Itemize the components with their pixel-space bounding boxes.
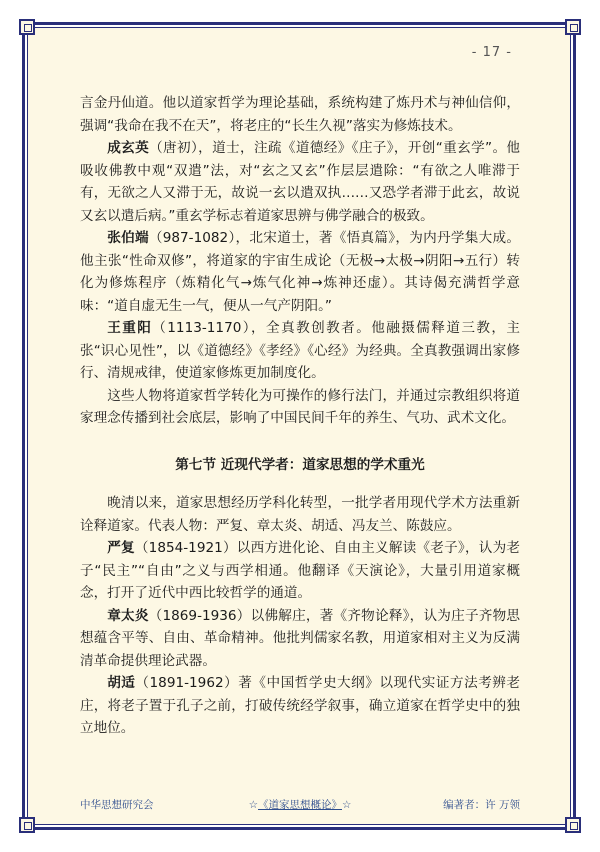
paragraph-hu-shi [80, 672, 520, 740]
person-name: 王重阳 [107, 320, 153, 336]
star-icon: ☆ [342, 799, 352, 811]
footer-author: 编著者：许 万领 [443, 799, 520, 811]
page-number: - 17 - [471, 45, 512, 60]
paragraph-summary: 这些人物将道家哲学转化为可操作的修行法门，并通过宗教组织将道家理念传播到社会底层，影响了中国民间千年的养生、气功、武术文化。 [80, 387, 520, 426]
person-name: 胡适 [107, 675, 136, 691]
paragraph-text: （1854-1921）以西方进化论、自由主义解读《老子》，认为老子“民主”“自由”之义与西学相通。他翻译《天演论》，大量引用道家概念，打开了近代中西比较哲学的通道。 [80, 540, 521, 601]
page-body [80, 92, 520, 740]
person-name: 成玄英 [107, 140, 150, 156]
star-icon: ☆ [248, 799, 258, 811]
paragraph-zhang-boduan [80, 227, 520, 317]
paragraph-wang-chongyang [80, 317, 520, 385]
paragraph-modern-intro: 晚清以来，道家思想经历学科化转型，一批学者用现代学术方法重新诠释道家。代表人物：严复、章太炎、胡适、冯友兰、陈鼓应。 [80, 495, 520, 534]
paragraph-text: （1891-1962）著《中国哲学史大纲》以现代实证方法考辨老庄，将老子置于孔子之前，打破传统经学叙事，确立道家在哲学史中的独立地位。 [80, 675, 521, 736]
paragraph-text: （1113-1170），全真教创教者。他融摄儒释道三教，主张“识心见性”，以《道德经》《孝经》《心经》为经典。全真教强调出家修行、清规戒律，使道家修炼更加制度化。 [80, 320, 521, 381]
corner-ornament-top-left [19, 19, 35, 35]
paragraph-text: （1869-1936）以佛解庄，著《齐物论释》，认为庄子齐物思想蕴含平等、自由、革命精神。他批判儒家名教，用道家相对主义为反满清革命提供理论武器。 [80, 607, 521, 669]
paragraph-intro: 言金丹仙道。他以道家哲学为理论基础，系统构建了炼丹术与神仙信仰，强调“我命在我不在天”，将老庄的“长生久视”落实为修炼技术。 [80, 95, 520, 134]
corner-ornament-bottom-left [19, 817, 35, 833]
person-name: 章太炎 [107, 607, 149, 624]
paragraph-cheng-xuanying [80, 137, 520, 227]
footer-organization: 中华思想研究会 [80, 799, 154, 811]
person-name: 张伯端 [107, 230, 149, 246]
paragraph-zhang-taiyan [80, 605, 520, 673]
person-name: 严复 [107, 540, 135, 556]
corner-ornament-bottom-right [565, 817, 581, 833]
footer-title-text: 《道家思想概论》 [258, 799, 342, 811]
corner-ornament-top-right [565, 19, 581, 35]
section-title: 第七节 近现代学者：道家思想的学术重光 [175, 456, 425, 473]
paragraph-text: （987-1082），北宋道士，著《悟真篇》，为内丹学集大成。他主张“性命双修”，将道家的宇宙生成论（无极→太极→阴阳→五行）转化为修炼程序（炼精化气→炼气化神→炼神还虚）。其诗偈充满哲学意味：“道自虚无生一气，便从一气产阴阳。” [80, 230, 520, 314]
paragraph-yan-fu [80, 537, 520, 605]
paragraph-text: （唐初），道士，注疏《道德经》《庄子》，开创“重玄学”。他吸收佛教中观“双遣”法，对“玄之又玄”作层层遣除：“有欲之人唯滞于有，无欲之人又滞于无，故说一玄以遣双执……又恐学者滞于此玄，故说又玄以遣后病。”重玄学标志着道家思辨与佛学融合的极致。 [80, 140, 521, 224]
